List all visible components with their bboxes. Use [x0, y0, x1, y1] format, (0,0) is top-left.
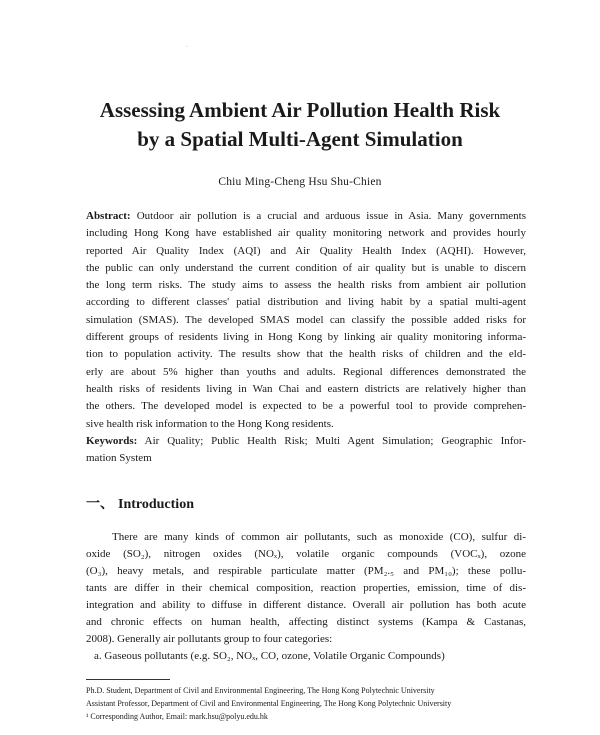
abstract-line: sive health risk information to the Hong Kong residents.	[86, 417, 334, 430]
footnote: ¹ Corresponding Author, Email: mark.hsu@polyu.edu.hk	[86, 712, 268, 721]
abstract-block	[86, 208, 526, 467]
abstract-line: different groups of residents living in Hong Kong by linking air quality monitoring informa-	[86, 331, 526, 344]
intro-line: oxide (SO₂), nitrogen oxides (NOₓ), volatile organic compounds (VOCₓ), ozone	[86, 548, 526, 560]
abstract-text: Outdoor air pollution is a crucial and arduous issue in Asia. Many governments	[130, 210, 526, 222]
intro-line: There are many kinds of common air pollutants, such as monoxide (CO), sulfur di-	[112, 531, 526, 543]
title-line-1: Assessing Ambient Air Pollution Health Risk	[99, 98, 501, 122]
introduction-text	[86, 529, 526, 665]
footnote: Assistant Professor, Department of Civil and Environmental Engineering, The Hong Kong Polytechnic University	[86, 699, 452, 708]
intro-line: integration and ability to diffuse in different distance. Overall air pollution has both acute	[86, 599, 526, 611]
intro-line: tants are differ in their chemical composition, reaction properties, emission, time of dis-	[86, 582, 526, 594]
abstract-line: simulation (SMAS). The developed SMAS model can classify the possible added risks for	[86, 313, 526, 326]
intro-line: and chronic effects on human health, affecting distinct systems (Kampa & Castanas,	[86, 616, 526, 628]
intro-line: 2008). Generally air pollutants group to four categories:	[86, 633, 333, 645]
section-number: 一、	[86, 497, 114, 512]
keywords-text: Air Quality; Public Health Risk; Multi Agent Simulation; Geographic Infor-	[137, 434, 526, 447]
section-title: Introduction	[118, 497, 194, 512]
abstract-line: the public can only understand the current condition of air quality but is unable to discern	[86, 261, 526, 274]
paper-title	[40, 96, 560, 154]
abstract-line: the others. The developed model is expected to be a powerful tool to provide comprehen-	[86, 400, 526, 413]
footnote: Ph.D. Student, Department of Civil and Environmental Engineering, The Hong Kong Polytechnic University	[86, 686, 435, 695]
footnote-rule	[86, 679, 170, 680]
header-mark: ·	[186, 44, 188, 50]
footnotes	[86, 684, 536, 723]
abstract-line: including Hong Kong have established air quality monitoring network and provides hourly	[86, 227, 526, 240]
intro-list-item: a. Gaseous pollutants (e.g. SO₂, NOₓ, CO, ozone, Volatile Organic Compounds)	[94, 650, 445, 662]
title-line-2: by a Spatial Multi-Agent Simulation	[137, 127, 463, 151]
abstract-line: according to different classes' patial distribution and living habit by a spatial multi-agent	[86, 296, 526, 309]
keywords-line	[86, 433, 526, 450]
author-list: Chiu Ming-Cheng Hsu Shu-Chien	[218, 176, 382, 188]
abstract-line: health risks of residents living in Wan Chai and eastern districts are relatively higher than	[86, 382, 526, 395]
keywords-label: Keywords:	[86, 434, 138, 447]
abstract-line: the long term risks. The study aims to assess the health risks from ambient air pollution	[86, 279, 526, 292]
abstract-line: tion to population activity. The results show that the health risks of children and the eld-	[86, 348, 526, 361]
keywords-line: mation System	[86, 452, 152, 465]
abstract-line	[86, 208, 526, 225]
intro-line: (O₃), heavy metals, and respirable particulate matter (PM₂.₅ and PM₁₀); these pollu-	[86, 565, 526, 577]
abstract-line: reported Air Quality Index (AQI) and Air Quality Health Index (AQHI). However,	[86, 244, 526, 257]
abstract-line: erly are about 5% higher than youths and adults. Regional differences demonstrated the	[86, 365, 526, 378]
section-heading	[86, 493, 194, 513]
abstract-label: Abstract:	[86, 210, 131, 222]
